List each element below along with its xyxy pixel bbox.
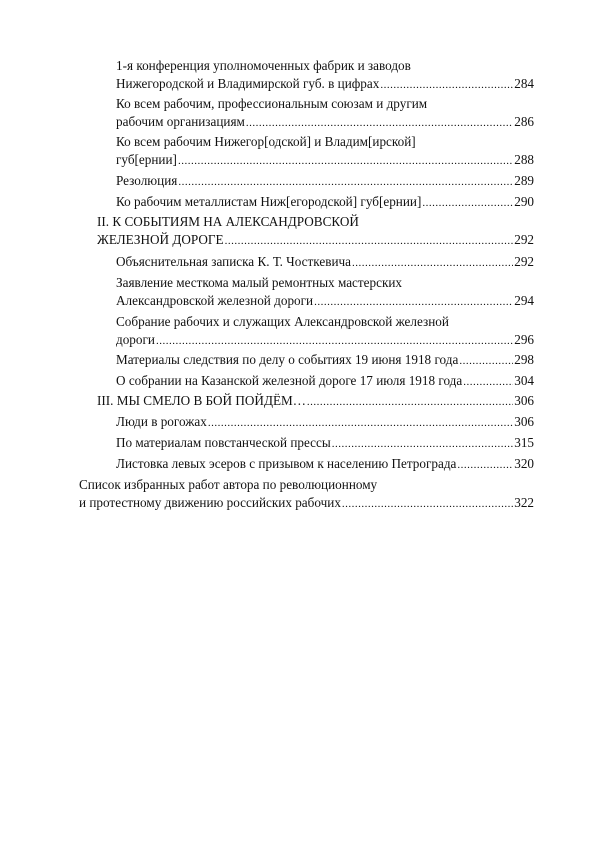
toc-entry [116,193,534,211]
toc-entry [116,455,534,473]
toc-entry [116,351,534,369]
toc-page-number: 296 [514,332,534,347]
toc-entry-title-line-2: губ[ернии] [116,152,177,167]
toc-entry [116,413,534,431]
leader-dots [156,332,513,350]
toc-entry-title: III. МЫ СМЕЛО В БОЙ ПОЙДЁМ… [97,393,306,408]
toc-entry-title-line-1: Список избранных работ автора по революционному [79,477,378,492]
leader-dots [178,152,513,170]
toc-entry-title-line-1: Заявление месткома малый ремонтных мастерских [116,275,403,290]
toc-page-number: 315 [514,435,534,450]
toc-entry-title: Ко рабочим металлистам Ниж[егородской] губ[ернии] [116,194,422,209]
toc-page-number: 320 [514,456,534,471]
toc-page-number: 292 [514,254,534,269]
leader-dots [208,414,513,432]
toc-appendix-entry [79,476,534,512]
toc-entry-title-line-1: 1-я конференция уполномоченных фабрик и заводов [116,58,411,73]
toc-entry-title: О собрании на Казанской железной дороге 17 июля 1918 года [116,373,463,388]
toc-entry [116,313,534,349]
leader-dots [463,373,513,391]
leader-dots [246,114,513,132]
toc-page-number: 288 [514,152,534,167]
toc-entry-title-line-1: Собрание рабочих и служащих Александровской железной [116,314,449,329]
toc-entry-title-line-1: Ко всем рабочим Нижегор[одской] и Владим[ирской] [116,134,416,149]
toc-page-number: 289 [514,173,534,188]
toc-entry-title-line-2: рабочим организациям [116,114,245,129]
toc-page-number: 286 [514,114,534,129]
toc-entry-title-line-2: Нижегородской и Владимирской губ. в цифрах [116,76,380,91]
toc-entry-title-line-2: ЖЕЛЕЗНОЙ ДОРОГЕ [97,232,224,247]
toc-page-number: 304 [514,373,534,388]
toc-page-number: 298 [514,352,534,367]
toc-entry [116,95,534,131]
toc-page-number: 294 [514,293,534,308]
toc-entry-title-line-2: и протестному движению российских рабочих [79,495,341,510]
toc-section-entry [97,392,534,410]
toc-page-number: 292 [514,232,534,247]
leader-dots [307,393,513,411]
toc-entry-title: Объяснительная записка К. Т. Чосткевича [116,254,351,269]
toc-page-number: 284 [514,76,534,91]
leader-dots [380,76,513,94]
toc-entry [116,57,534,93]
toc-page-number: 306 [514,414,534,429]
leader-dots [422,194,513,212]
leader-dots [314,293,513,311]
leader-dots [457,456,513,474]
leader-dots [178,173,513,191]
leader-dots [459,352,513,370]
toc-entry-title: По материалам повстанческой прессы [116,435,331,450]
toc-entry [116,372,534,390]
toc-entry [116,133,534,169]
toc-entry-title: Люди в рогожах [116,414,207,429]
toc-entry-title: Материалы следствия по делу о событиях 19 июня 1918 года [116,352,459,367]
leader-dots [332,435,513,453]
toc-entry [116,274,534,310]
leader-dots [352,254,513,272]
toc-page-number: 290 [514,194,534,209]
toc-entry-title: Резолюция [116,173,178,188]
toc-page-number: 306 [514,393,534,408]
toc-entry [116,434,534,452]
toc-entry-title-line-1: Ко всем рабочим, профессиональным союзам и другим [116,96,428,111]
toc-entry [116,172,534,190]
toc-section-entry [97,213,534,249]
toc-entry [116,253,534,271]
leader-dots [225,232,514,250]
toc-entry-title-line-2: Александровской железной дороги [116,293,314,308]
toc-page-number: 322 [514,495,534,510]
toc-entry-title-line-2: дороги [116,332,155,347]
leader-dots [342,495,513,513]
toc-entry-title: Листовка левых эсеров с призывом к населению Петрограда [116,456,457,471]
toc-entry-title-line-1: II. К СОБЫТИЯМ НА АЛЕКСАНДРОВСКОЙ [97,214,359,229]
